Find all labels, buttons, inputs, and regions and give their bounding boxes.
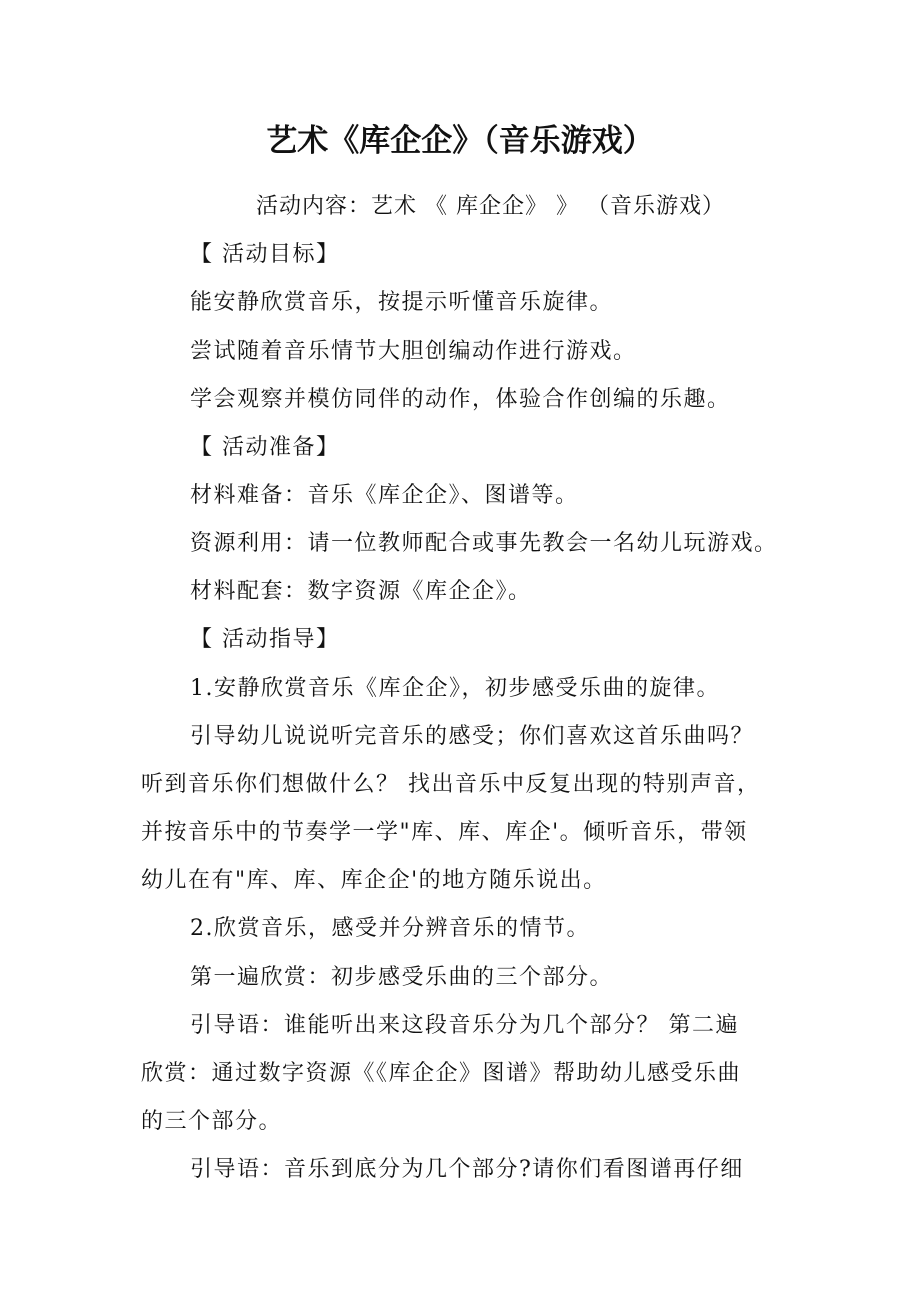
- paragraph-line: 引导语：音乐到底分为几个部分?请你们看图谱再仔细: [190, 1157, 744, 1182]
- section-heading-goals: 【 活动目标】: [190, 242, 340, 267]
- paragraph-line: 引导幼儿说说听完音乐的感受；你们喜欢这首乐曲吗？: [190, 724, 755, 749]
- paragraph-line: 并按音乐中的节奏学一学"库、库、库企'。倾听音乐，带领: [141, 820, 748, 845]
- prep-item-2: 资源利用：请一位教师配合或事先教会一名幼儿玩游戏。: [190, 531, 778, 556]
- prep-item-3: 材料配套：数字资源《库企企》。: [190, 579, 532, 604]
- activity-content-line: 活动内容：艺术 《 库企企》 》 （音乐游戏）: [256, 194, 725, 219]
- document-title: 艺术《库企企》（音乐游戏）: [266, 123, 654, 159]
- prep-item-1: 材料难备：音乐《库企企》、图谱等。: [190, 483, 579, 508]
- section-heading-guide: 【 活动指导】: [190, 627, 340, 652]
- section-heading-prep: 【 活动准备】: [190, 435, 340, 460]
- paragraph-line: 欣赏：通过数字资源《《库企企》图谱》帮助幼儿感受乐曲: [141, 1061, 742, 1086]
- paragraph-line: 的三个部分。: [141, 1109, 283, 1134]
- goal-item-1: 能安静欣赏音乐，按提示听懂音乐旋律。: [190, 290, 614, 315]
- paragraph-line: 引导语：谁能听出来这段音乐分为几个部分？ 第二遍: [190, 1013, 739, 1038]
- guide-step-2: 2.欣赏音乐，感受并分辨音乐的情节。: [190, 916, 590, 941]
- first-listening-line: 第一遍欣赏：初步感受乐曲的三个部分。: [190, 965, 614, 990]
- goal-item-2: 尝试随着音乐情节大胆创编动作进行游戏。: [190, 339, 637, 364]
- guide-step-1: 1.安静欣赏音乐《库企企》，初步感受乐曲的旋律。: [190, 676, 720, 701]
- goal-item-3: 学会观察并模仿同伴的动作，体验合作创编的乐趣。: [190, 387, 731, 412]
- paragraph-line: 幼儿在有"库、库、库企企'的地方随乐说出。: [141, 868, 607, 893]
- paragraph-line: 听到音乐你们想做什么？ 找出音乐中反复出现的特别声音，: [141, 772, 761, 797]
